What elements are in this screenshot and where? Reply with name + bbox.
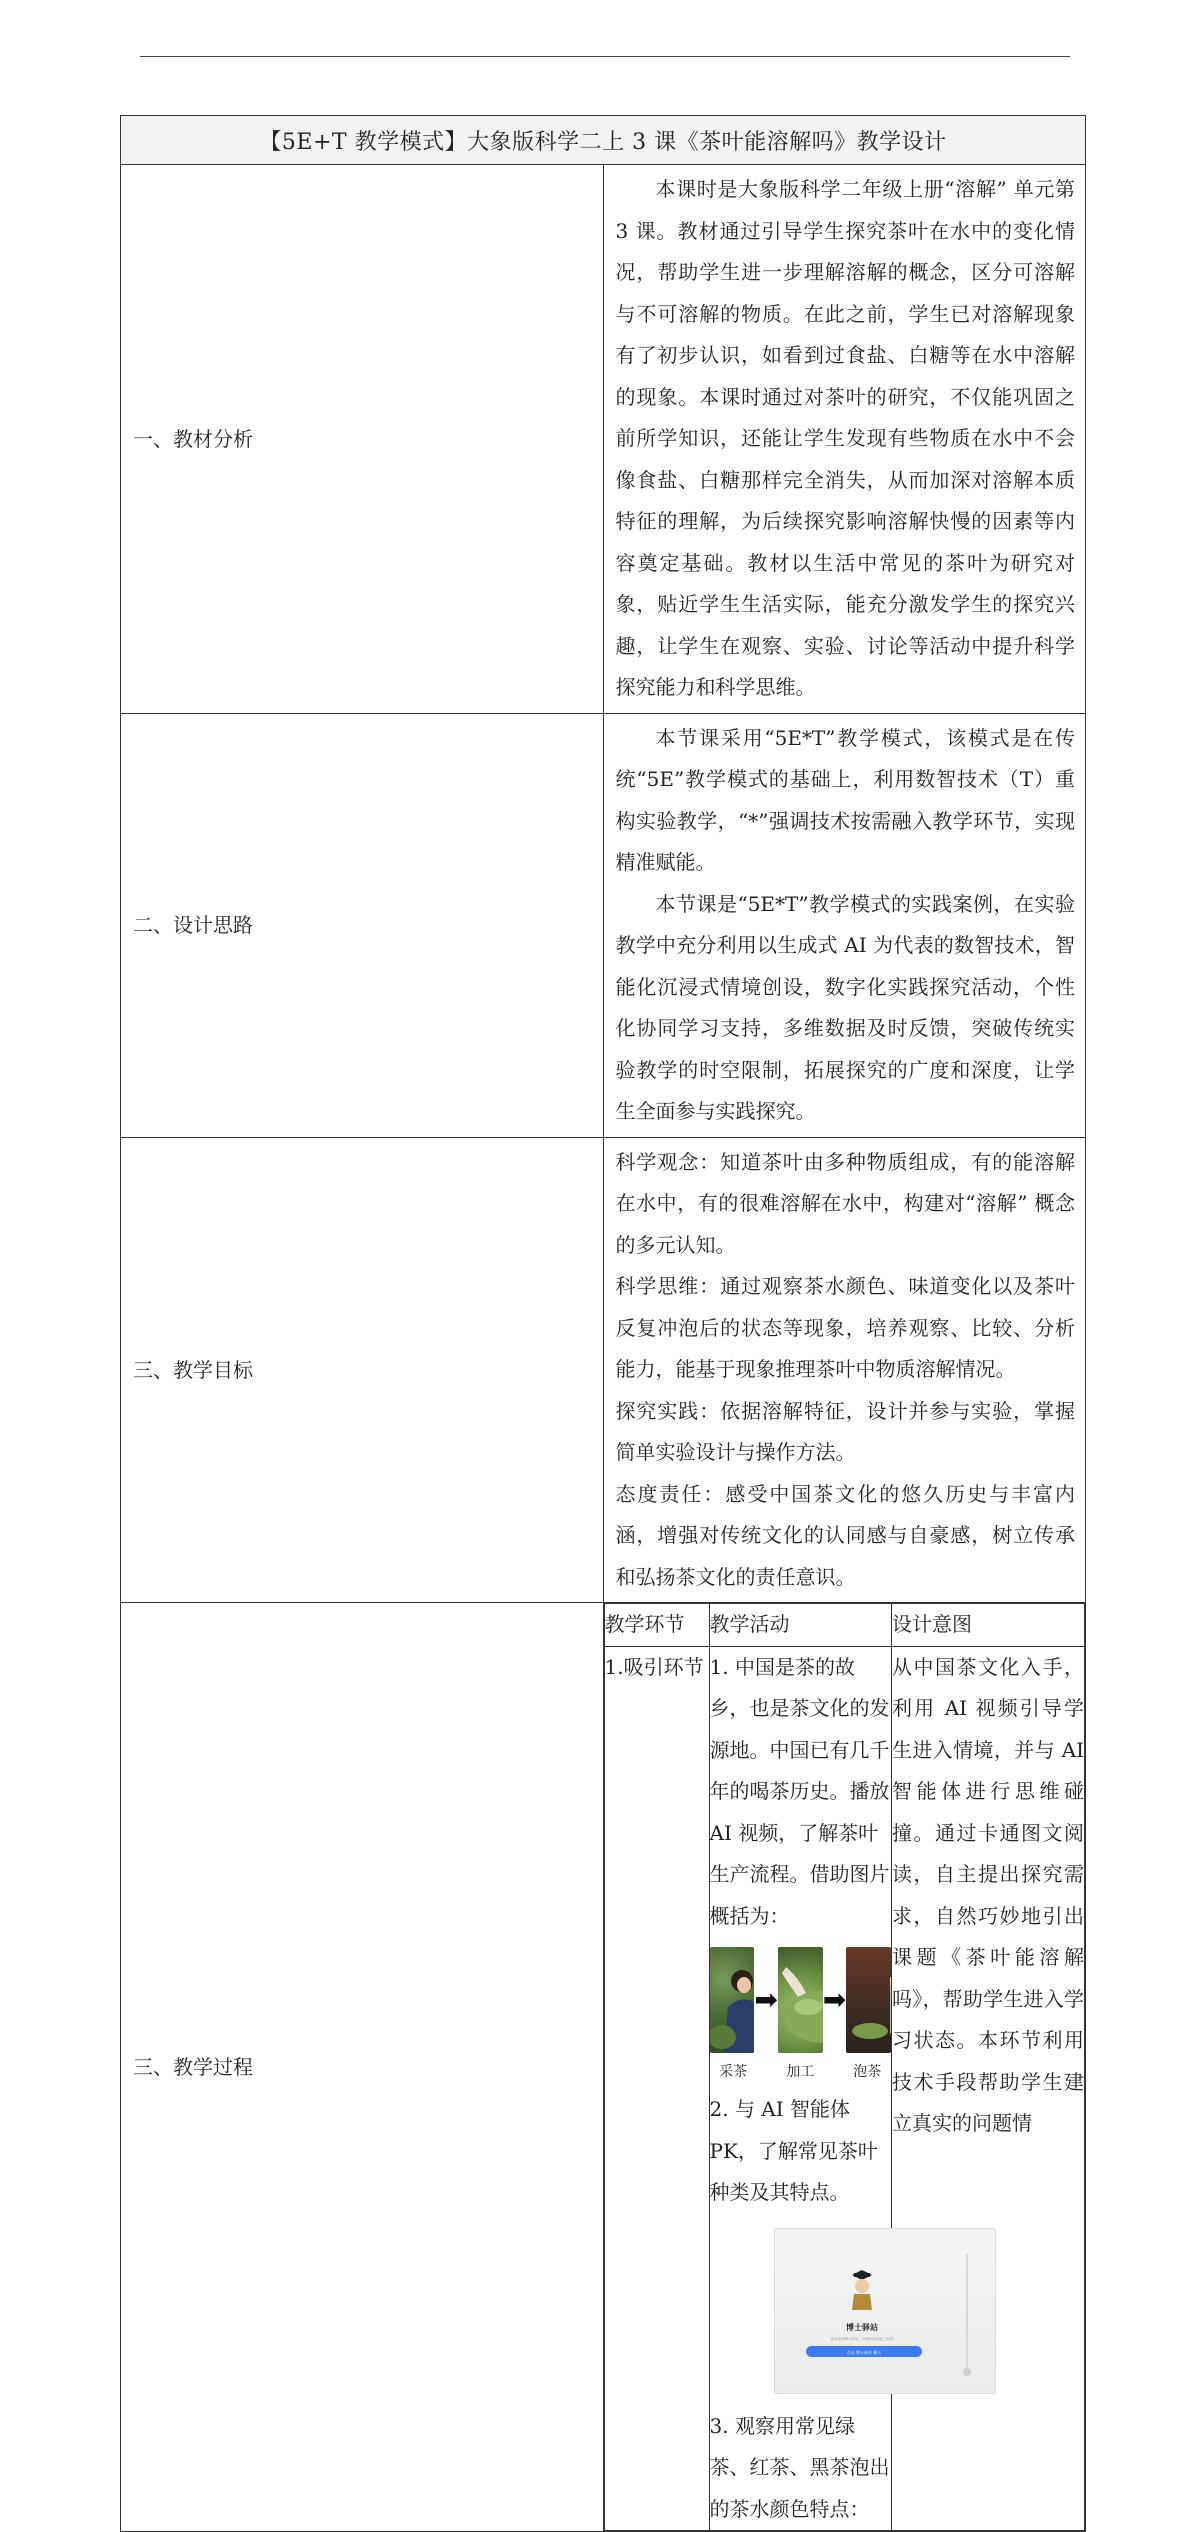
tea-process-images <box>710 1947 892 2053</box>
document-title: 【5E+T 教学模式】大象版科学二上 3 课《茶叶能溶解吗》教学设计 <box>121 116 1086 165</box>
goal-item: 探究实践：依据溶解特征，设计并参与实验，掌握简单实验设计与操作方法。 <box>615 1398 1075 1464</box>
caption-processing: 加工 <box>786 2064 815 2080</box>
arrow-right-icon: ➡ <box>754 1983 778 2017</box>
tea-picker-figure <box>710 1947 755 2053</box>
tea-picking-photo <box>710 1947 755 2053</box>
section-label-goals: 三、教学目标 <box>121 1137 604 1603</box>
process-header-stage: 教学环节 <box>604 1604 709 1647</box>
activity-text: 3. 观察用常见绿茶、红茶、黑茶泡出的茶水颜色特点： <box>709 2413 890 2521</box>
glass-of-tea <box>846 1947 891 2053</box>
section-label-design: 二、设计思路 <box>121 713 604 1137</box>
tea-processing-photo <box>778 1947 823 2053</box>
process-header-activity: 教学活动 <box>709 1604 892 1647</box>
goal-item: 科学思维：通过观察茶水颜色、味道变化以及茶叶反复冲泡后的状态等现象，培养观察、比较、分析能力，能基于现象推理茶叶中物质溶解情况。 <box>615 1274 1075 1381</box>
doctor-avatar-icon <box>852 2270 872 2310</box>
design-paragraph: 本节课采用“5E*T”教学模式，该模式是在传统“5E”教学模式的基础上，利用数智技术（T）重构实验教学，“*”强调技术按需融入教学环节，实现精准赋能。 <box>615 725 1075 874</box>
process-intent-cell: 从中国茶文化入手，利用 AI 视频引导学生进入情境，并与 AI 智能体进行思维碰撞。通过卡通图文阅读，自主提出探究需求，自然巧妙地引出课题《茶叶能溶解吗》，帮助学生进入学习状态。本环节利用技术手段帮助学生建立真实的问题情 <box>892 1646 1085 2531</box>
analysis-paragraph: 本课时是大象版科学二年级上册“溶解” 单元第 3 课。教材通过引导学生探究茶叶在水中的变化情况，帮助学生进一步理解溶解的概念，区分可溶解与不可溶解的物质。在此之前，学生已对溶解现象有了初步认识，如看到过食盐、白糖等在水中溶解的现象。本课时通过对茶叶的研究，不仅能巩固之前所学知识，还能让学生发现有些物质在水中不会像食盐、白糖那样完全消失，从而加深对溶解本质特征的理解，为后续探究影响溶解快慢的因素等内容奠定基础。教材以生活中常见的茶叶为研究对象，贴近学生生活实际，能充分激发学生的探究兴趣，让学生在观察、实验、讨论等活动中提升科学探究能力和科学思维。 <box>615 177 1075 699</box>
caption-picking: 采茶 <box>719 2064 748 2080</box>
section-label-process: 三、教学过程 <box>121 1603 604 2532</box>
process-activity-cell <box>709 1646 892 2531</box>
ai-agent-name: 博士驿站 <box>845 2322 878 2332</box>
section-content-design <box>603 713 1086 1137</box>
goal-item: 态度责任：感受中国茶文化的悠久历史与丰富内涵，增强对传统文化的认同感与自豪感，树立传承和弘扬茶文化的责任意识。 <box>615 1481 1075 1589</box>
caption-brewing: 泡茶 <box>853 2064 882 2080</box>
section-content-process <box>603 1603 1086 2532</box>
tea-process-captions <box>710 2055 892 2089</box>
ai-agent-button-label: 点击 博士驿站 聊天 <box>846 2349 881 2355</box>
goal-item: 科学观念：知道茶叶由多种物质组成，有的能溶解在水中，有的很难溶解在水中，构建对“溶解” 概念的多元认知。 <box>615 1149 1075 1257</box>
ai-agent-screen <box>774 2228 996 2394</box>
process-stage-cell: 1.吸引环节 <box>604 1646 709 2531</box>
activity-text: 2. 与 AI 智能体 PK，了解常见茶叶种类及其特点。 <box>709 2097 878 2204</box>
tea-leaves-pile <box>778 1947 823 2053</box>
ai-agent-subtitle: 欢迎来到博士驿站，开始你的探索之旅吧 <box>830 2336 893 2341</box>
header-rule <box>140 56 1070 57</box>
arrow-right-icon: ➡ <box>822 1983 847 2017</box>
activity-text: 1. 中国是茶的故乡，也是茶文化的发源地。中国已有几千年的喝茶历史。播放 AI 视频，了解茶叶生产流程。借助图片概括为： <box>709 1654 890 1928</box>
section-content-goals <box>603 1137 1086 1603</box>
design-paragraph: 本节课是“5E*T”教学模式的实践案例，在实验教学中充分利用以生成式 AI 为代表的数智技术，智能化沉浸式情境创设，数字化实践探究活动，个性化协同学习支持，多维数据及时反馈，突破传统实验教学的时空限制，拓展探究的广度和深度，让学生全面参与实践探究。 <box>615 891 1075 1123</box>
process-header-intent: 设计意图 <box>892 1604 1085 1647</box>
ai-agent-screenshot <box>774 2228 996 2394</box>
tea-brewing-photo <box>846 1947 891 2053</box>
lesson-plan-table <box>120 115 1086 2532</box>
section-label-analysis: 一、教材分析 <box>121 165 604 714</box>
process-table <box>604 1603 1086 2531</box>
section-content-analysis <box>603 165 1086 714</box>
